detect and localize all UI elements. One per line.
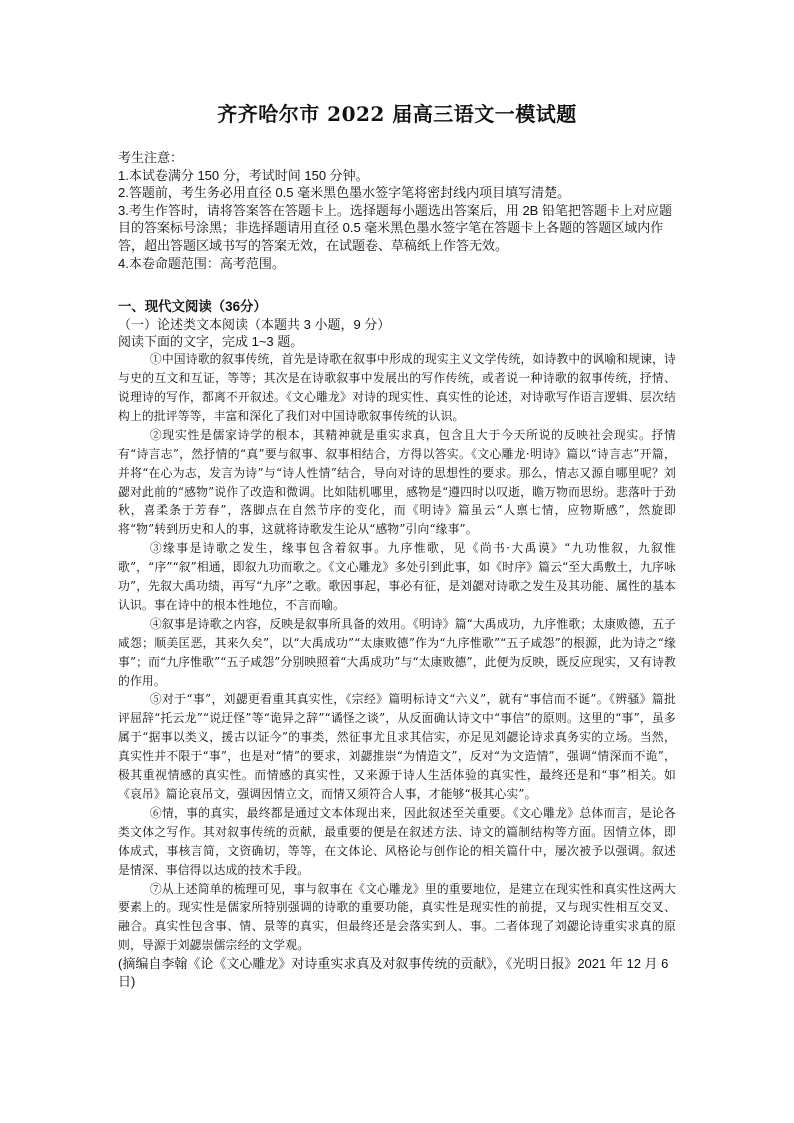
candidate-notice <box>118 149 676 272</box>
passage-paragraph: ③缘事是诗歌之发生，缘事包含着叙事。九序惟歌，见《尚书·大禹谟》“九功惟叙，九叙惟歌”，“序”“叙”相通，即叙九功而歌之。《文心雕龙》多处引到此事，如《时序》篇云“至大禹敷土，九序咏功”，先叙大禹功绩，再写“九序”之歌。歌因事起，事必有征，是刘勰对诗歌之发生及其功能、属性的基本认识。事在诗中的根本性地位，不言而喻。 <box>118 541 676 612</box>
subsection-title: （一）论述类文本阅读（本题共 3 小题，9 分） <box>118 317 391 333</box>
notice-heading: 考生注意： <box>118 150 184 165</box>
reading-instruction: 阅读下面的文字，完成 1~3 题。 <box>118 334 304 350</box>
notice-item: 1.本试卷满分 150 分，考试时间 150 分钟。 <box>118 167 369 183</box>
passage-paragraph: ②现实性是儒家诗学的根本，其精神就是重实求真，包含且大于今天所说的反映社会现实。抒情有“诗言志”，然抒情的“真”要与叙事、叙事相结合，方得以答实。《文心雕龙·明诗》篇以“诗言志”开篇，并将“在心为志，发言为诗”与“诗人性情”结合，导向对诗的思想性的要求。那么，情志又源自哪里呢？刘勰对此前的“感物”说作了改造和微调。比如陆机哪里，感物是“遵四时以叹逝，瞻万物而思纷。悲落叶于劲秋，喜柔条于芳春”，落脚点在自然节序的变化，而《明诗》篇虽云“人禀七情，应物斯感”，然旋即将“物”转到历史和人的事，这就将诗歌发生论从“感物”引向“缘事”。 <box>118 427 676 537</box>
page-title: 齐齐哈尔市 2022 届高三语文一模试题 <box>217 102 577 126</box>
passage-paragraph: ⑥情，事的真实，最终都是通过文本体现出来，因此叙述至关重要。《文心雕龙》总体而言，是论各类文体之写作。其对叙事传统的贡献，最重要的便是在叙述方法、诗文的篇制结构等方面。因情立体，即体成式，事核言简，文资确切，等等，在文体论、风格论与创作论的相关篇什中，屡次被予以强调。叙述是情深、事信得以达成的技术手段。 <box>118 805 676 877</box>
section-title: 一、现代文阅读（36分） <box>118 299 267 315</box>
notice-item: 4.本卷命题范围：高考范围。 <box>118 255 285 271</box>
notice-item: 3.考生作答时，请将答案答在答题卡上。选择题每小题选出答案后，用 2B 铅笔把答题卡上对应题目的答案标号涂黑；非选择题请用直径 0.5 毫米黑色墨水签字笔在答题卡上各题的答题区域内作答，超出答题区域书写的答案无效，在试题卷、草稿纸上作答无效。 <box>118 202 672 253</box>
passage-paragraph: ⑤对于“事”，刘勰更看重其真实性，《宗经》篇明标诗文“六义”，就有“事信而不诞”。《辨骚》篇批评屈辞“托云龙”“说迂怪”等“诡异之辞”“谲怪之谈”，从反面确认诗文中“事信”的原则。这里的“事”，虽多属于“据事以类义，援古以证今”的事类，然征事尤且求其信实，亦足见刘勰论诗求真务实的立场。当然，真实性并不限于“事”，也是对“情”的要求，刘勰推崇“为情造文”，反对“为文造情”，强调“情深而不诡”，极其重视情感的真实性。而情感的真实性，又来源于诗人生活体验的真实性，最终还是和“事”相关。如《哀吊》篇论哀吊文，强调因情立文，而情又须符合人事，才能够“极其心实”。 <box>118 692 676 801</box>
passage-paragraph: ④叙事是诗歌之内容，反映是叙事所具备的效用。《明诗》篇“大禹成功，九序惟歌；太康败德，五子咸怨；顺美匡恶，其来久矣”，以“大禹成功”“太康败德”作为“九序惟歌”“五子咸怨”的根源，此为诗之“缘事”；而“九序惟歌”“五子咸怨”分别映照着“大禹成功”与“太康败德”，此便为反映，既反应现实，又有诗教的作用。 <box>118 616 676 688</box>
passage-paragraph: ⑦从上述简单的梳理可见，事与叙事在《文心雕龙》里的重要地位，是建立在现实性和真实性这两大要素上的。现实性是儒家所特别强调的诗歌的重要功能，真实性是现实性的前提，又与现实性相互交叉、融合。真实性包含事、情、景等的真实，但最终还是会落实到人、事。二者体现了刘勰论诗重实求真的原则，导源于刘勰崇儒宗经的文学观。 <box>118 881 676 953</box>
passage-paragraph: ①中国诗歌的叙事传统，首先是诗歌在叙事中形成的现实主义文学传统，如诗教中的讽喻和规谏，诗与史的互文和互证，等等；其次是在诗歌叙事中发展出的写作传统，或者说一种诗歌的叙事传统，抒情、说理诗的写作，都离不开叙述。《文心雕龙》对诗的现实性、真实性的论述，对诗歌写作语言逻辑、层次结构上的批评等等，丰富和深化了我们对中国诗歌叙事传统的认识。 <box>118 352 676 423</box>
reading-passage <box>118 350 676 955</box>
notice-item: 2.答题前，考生务必用直径 0.5 毫米黑色墨水签字笔将密封线内项目填写清楚。 <box>118 185 571 201</box>
source-citation: (摘编自李翰《论《文心雕龙》对诗重实求真及对叙事传统的贡献》，《光明日报》2021 年 12 月 6 日) <box>118 956 669 990</box>
